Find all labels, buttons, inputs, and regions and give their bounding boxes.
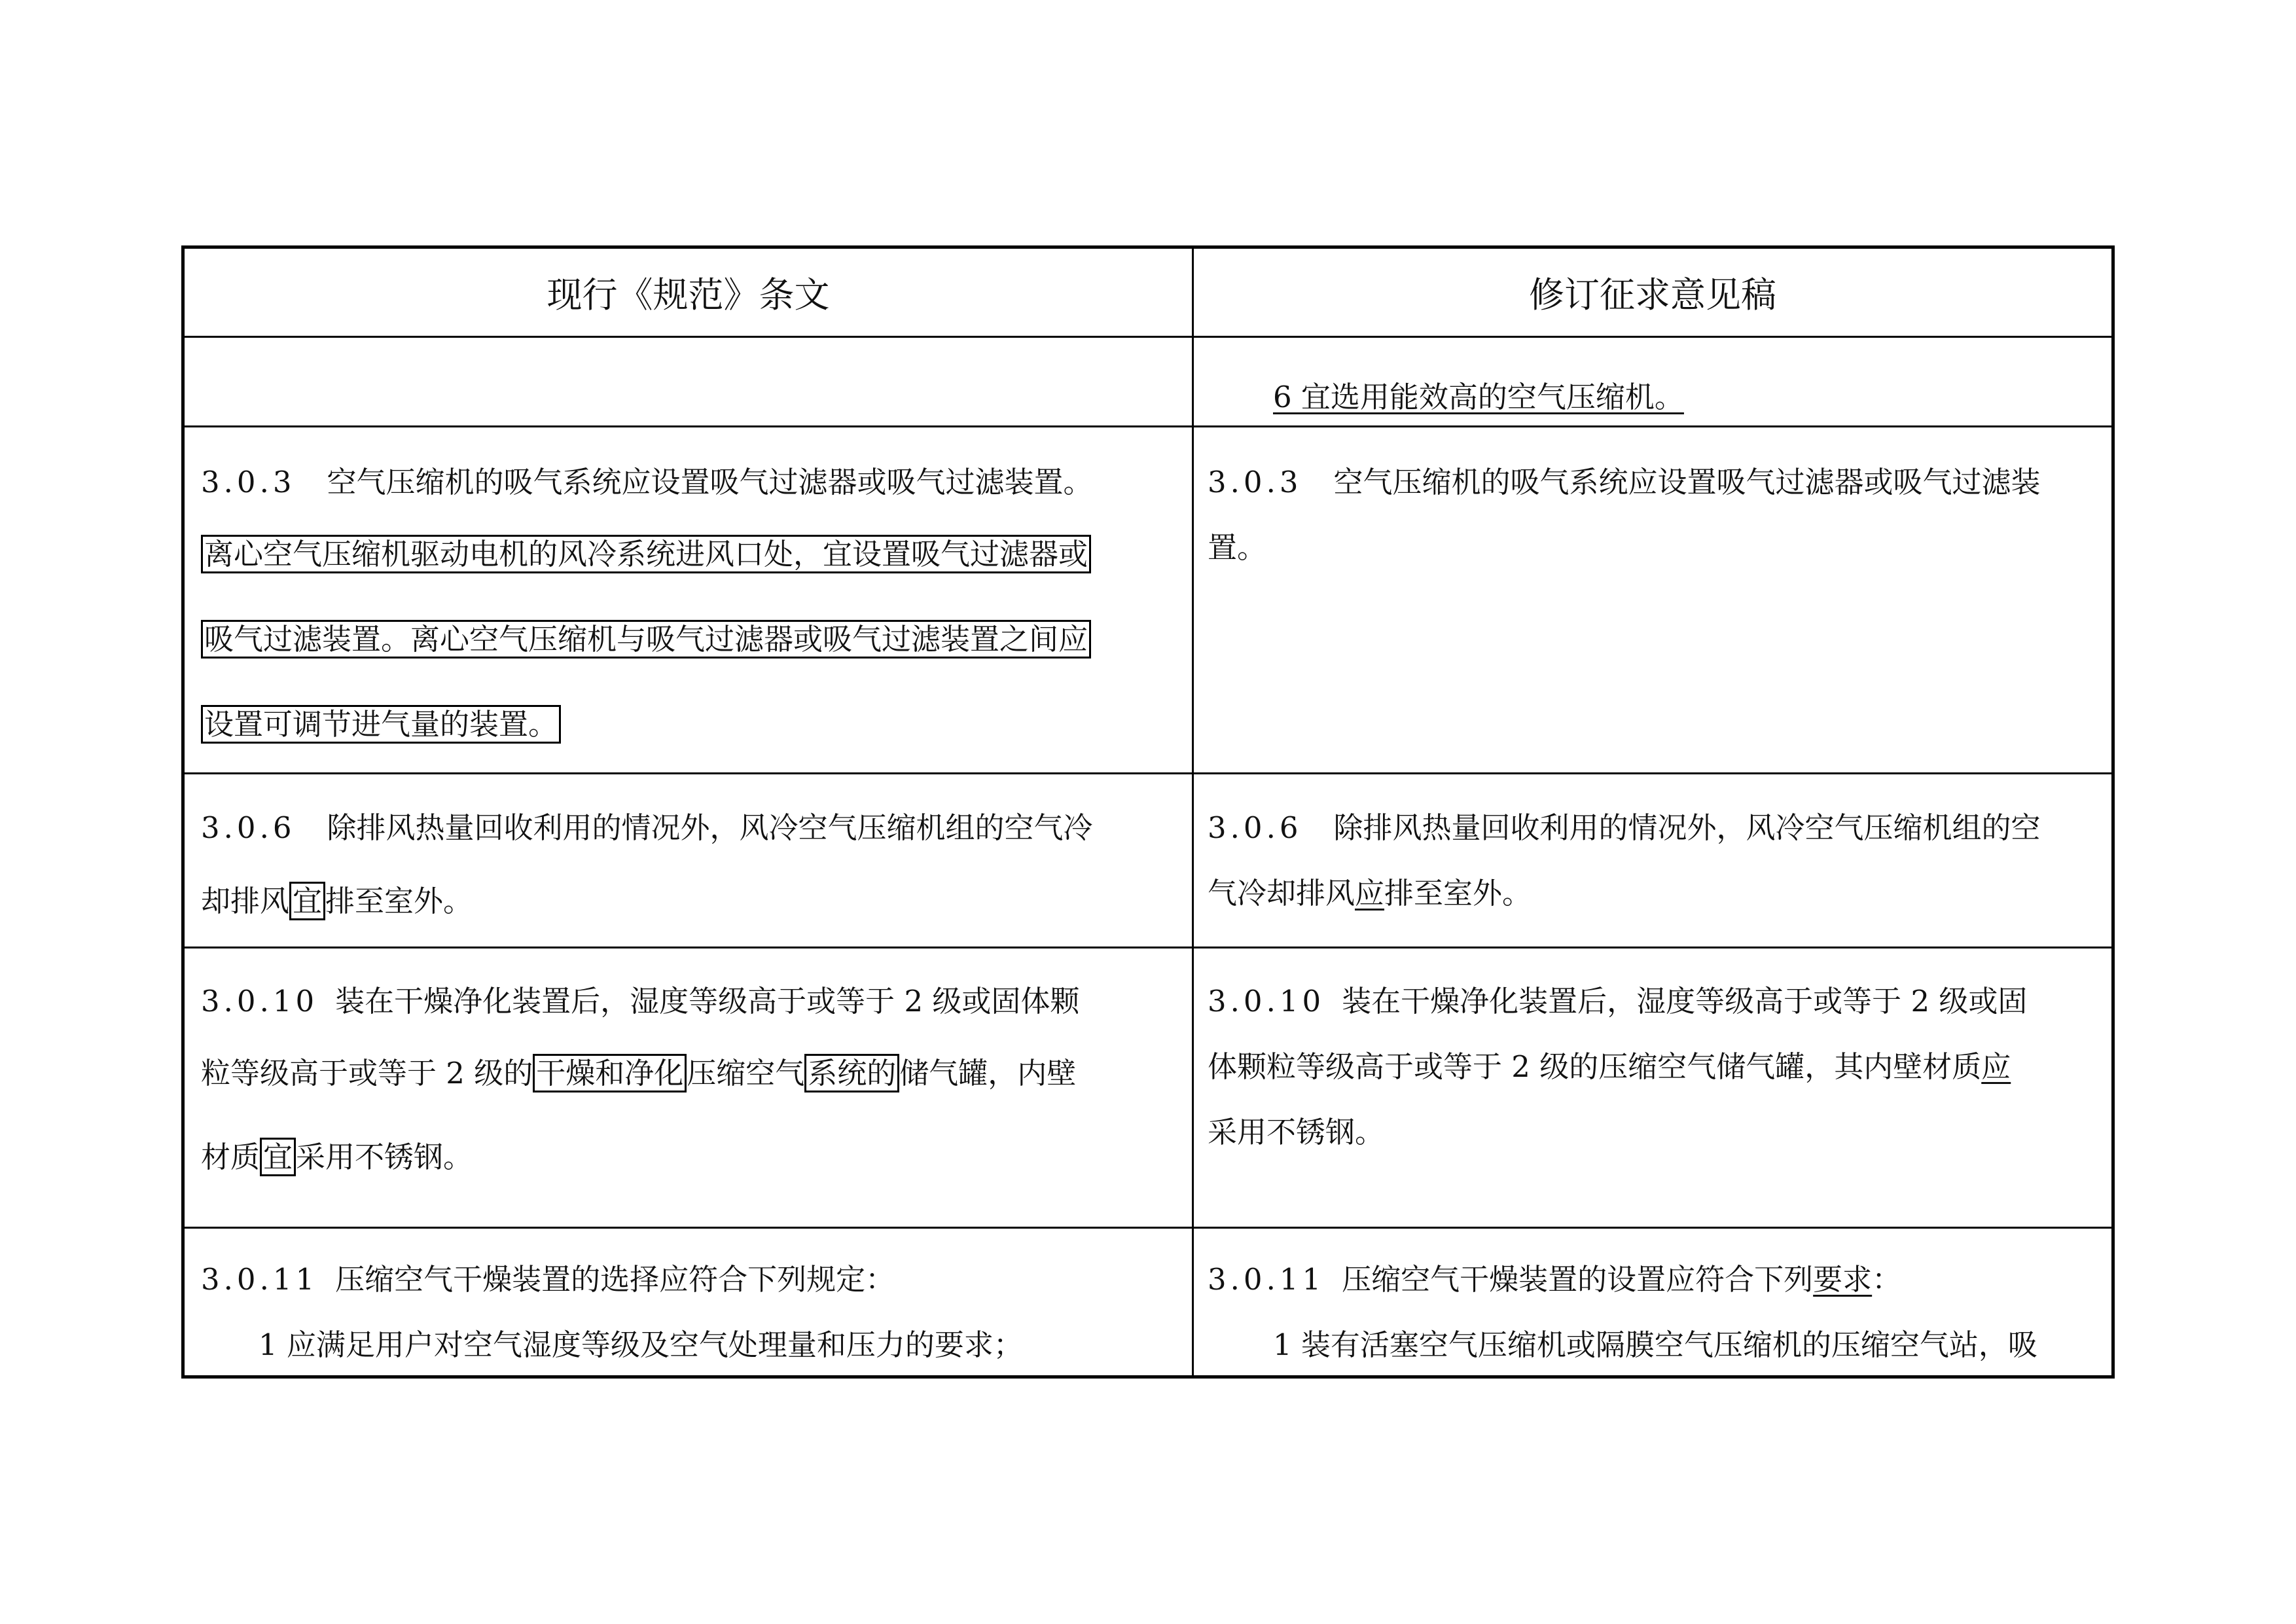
- clause-text: 却排风: [201, 884, 290, 918]
- clause-line: [201, 622, 1091, 657]
- clause-line: [201, 707, 561, 742]
- clause-line: [201, 884, 473, 919]
- clause-number: 3.0.11: [1208, 1262, 1325, 1297]
- clause-line: [1208, 1049, 2011, 1085]
- clause-text: 粒等级高于或等于 2 级的: [201, 1056, 533, 1091]
- clause-line: [201, 1262, 895, 1297]
- clause-line: [201, 465, 1093, 500]
- clause-number: 3.0.6: [201, 810, 296, 845]
- clause-text: 装在干燥净化装置后，湿度等级高于或等于 2 级或固: [1342, 984, 2028, 1019]
- boxed-deleted-text: 离心空气压缩机驱动电机的风冷系统进风口处，宜设置吸气过滤器或: [201, 535, 1091, 573]
- clause-text: 气冷却排风: [1208, 876, 1355, 911]
- clause-line: [201, 984, 1079, 1019]
- boxed-deleted-text: 系统的: [804, 1054, 899, 1092]
- boxed-changed-word: 宜: [289, 882, 325, 920]
- clause-line: [201, 1056, 1076, 1091]
- underlined-changed-word: 要求: [1813, 1262, 1873, 1297]
- clause-text: 除排风热量回收利用的情况外，风冷空气压缩机组的空: [1333, 810, 2041, 845]
- clause-line: 置。: [1208, 530, 1267, 565]
- comparison-table: [181, 245, 2115, 1379]
- boxed-deleted-text: 吸气过滤装置。离心空气压缩机与吸气过滤器或吸气过滤装置之间应: [201, 620, 1091, 659]
- row-divider: [185, 336, 2111, 338]
- clause-line: [201, 537, 1091, 572]
- clause-text: 排至室外。: [325, 884, 473, 918]
- row-divider: [185, 425, 2111, 427]
- clause-item: 1 应满足用户对空气湿度等级及空气处理量和压力的要求；: [259, 1327, 1023, 1362]
- clause-line: 采用不锈钢。: [1208, 1115, 1385, 1149]
- boxed-deleted-text: 干燥和净化: [533, 1054, 687, 1092]
- clause-number: 3.0.10: [1208, 984, 1325, 1019]
- boxed-changed-word: 宜: [260, 1138, 296, 1176]
- clause-text: 空气压缩机的吸气系统应设置吸气过滤器或吸气过滤装: [1333, 465, 2041, 499]
- clause-text: 装在干燥净化装置后，湿度等级高于或等于 2 级或固体颗: [335, 984, 1080, 1019]
- header-left: 现行《规范》条文: [547, 274, 830, 316]
- clause-text: 采用不锈钢。: [296, 1140, 473, 1174]
- clause-number: 3.0.11: [201, 1262, 319, 1297]
- clause-text: 压缩空气干燥装置的设置应符合下列: [1342, 1262, 1814, 1297]
- clause-text: ：: [1872, 1262, 1902, 1297]
- boxed-deleted-text: 设置可调节进气量的装置。: [201, 705, 561, 744]
- clause-number: 3.0.6: [1208, 810, 1302, 845]
- row-divider: [185, 772, 2111, 774]
- underlined-changed-word: 应: [1355, 876, 1385, 911]
- clause-number: 3.0.3: [201, 465, 296, 499]
- clause-line: [201, 810, 1093, 846]
- clause-text: 除排风热量回收利用的情况外，风冷空气压缩机组的空气冷: [327, 810, 1093, 845]
- clause-line: [1208, 810, 2041, 846]
- header-right: 修订征求意见稿: [1529, 274, 1776, 316]
- underlined-changed-word: 应: [1981, 1049, 2011, 1084]
- clause-text: 体颗粒等级高于或等于 2 级的压缩空气储气罐，其内壁材质: [1208, 1049, 1982, 1084]
- clause-line: [1208, 876, 1532, 911]
- clause-text: 储气罐，内壁: [899, 1056, 1077, 1091]
- clause-text: 压缩空气干燥装置的选择应符合下列规定：: [335, 1262, 895, 1297]
- clause-line: [1208, 465, 2041, 500]
- clause-line: [1208, 1262, 1901, 1297]
- clause-line: [1208, 984, 2027, 1019]
- clause-number: 3.0.3: [1208, 465, 1302, 499]
- row-divider: [185, 1227, 2111, 1229]
- clause-item: 1 装有活塞空气压缩机或隔膜空气压缩机的压缩空气站，吸: [1273, 1327, 2037, 1362]
- clause-number: 3.0.10: [201, 984, 319, 1019]
- clause-text: 排至室外。: [1384, 876, 1532, 911]
- clause-line: [201, 1140, 473, 1175]
- row1-right-text: 6 宜选用能效高的空气压缩机。: [1273, 380, 1684, 414]
- clause-text: 压缩空气: [687, 1056, 805, 1091]
- clause-text: 空气压缩机的吸气系统应设置吸气过滤器或吸气过滤装置。: [327, 465, 1093, 499]
- row-divider: [185, 947, 2111, 948]
- column-divider: [1192, 249, 1194, 1375]
- clause-text: 材质: [201, 1140, 260, 1174]
